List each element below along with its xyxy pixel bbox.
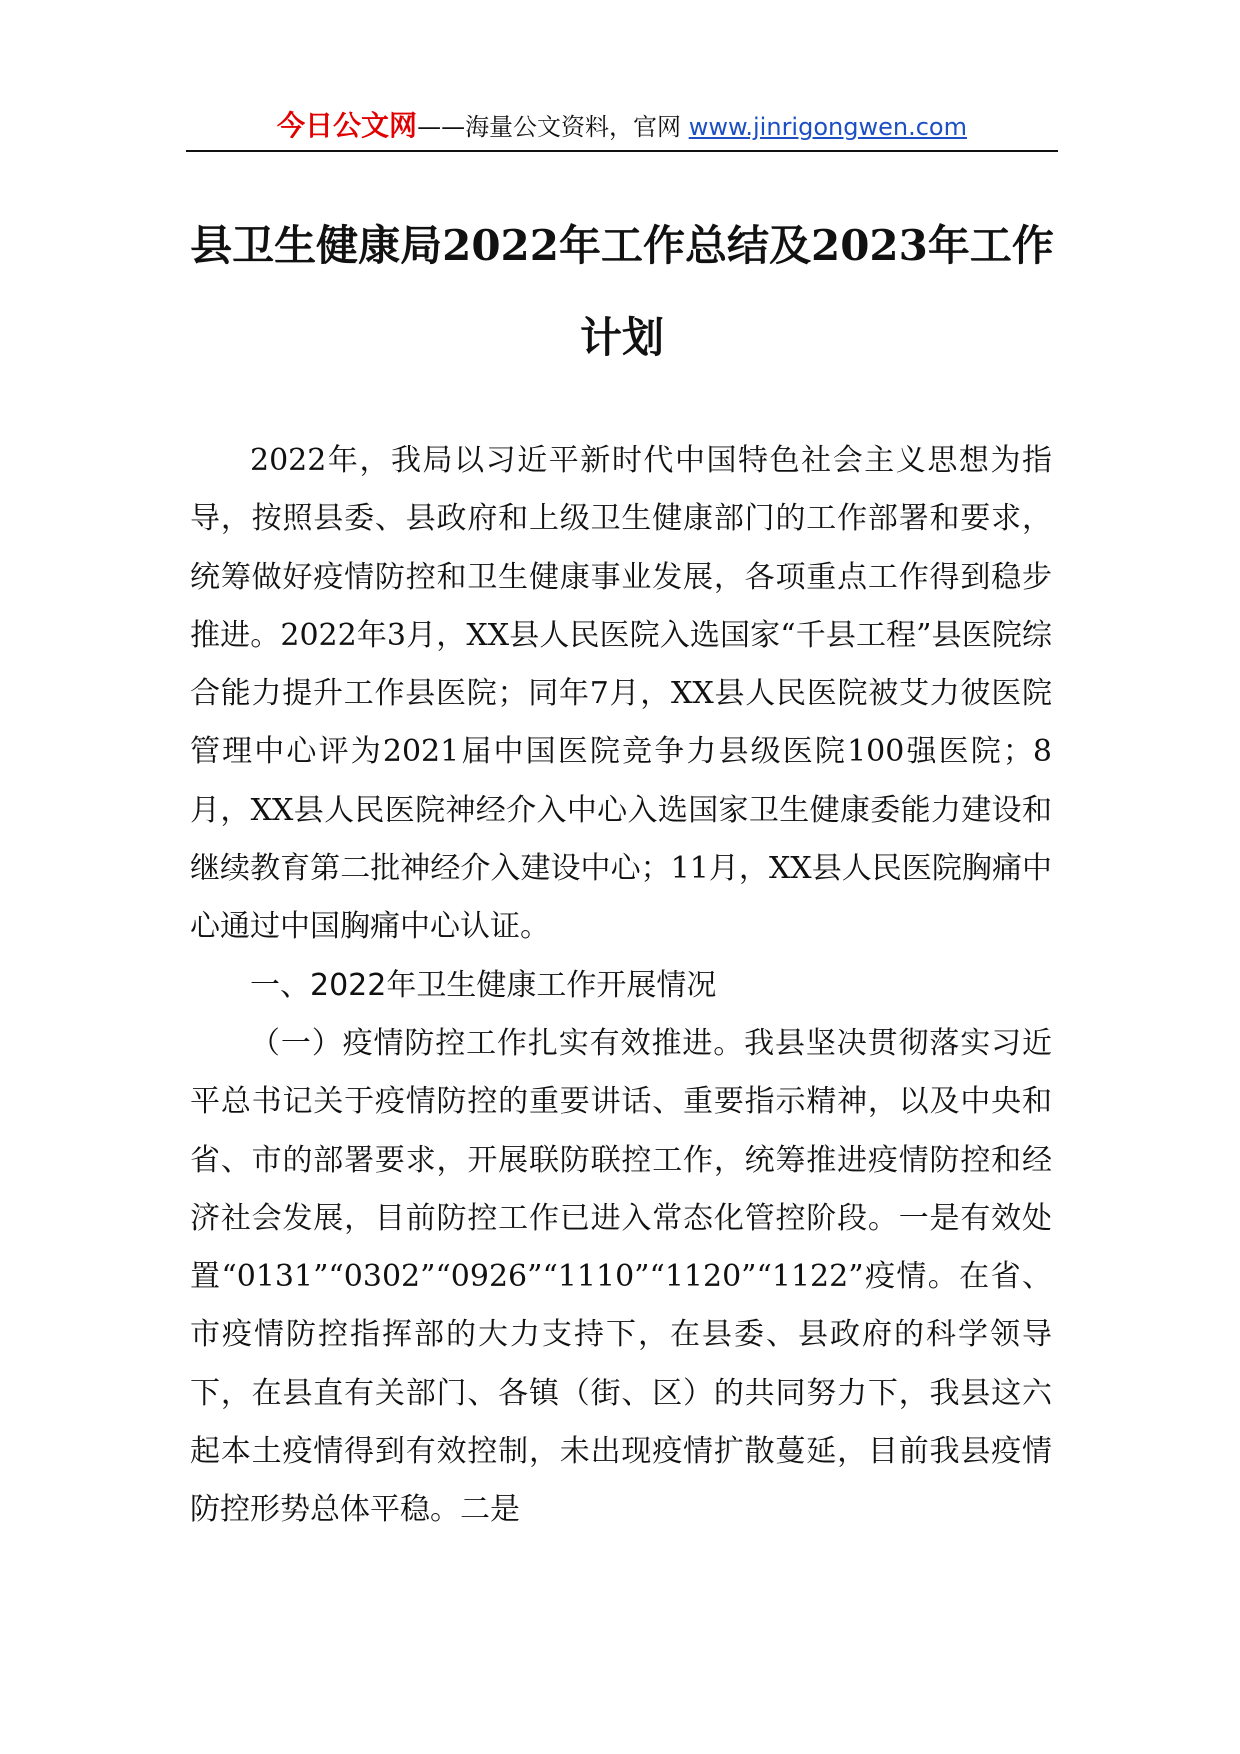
intro-paragraph: 2022年，我局以习近平新时代中国特色社会主义思想为指导，按照县委、县政府和上级卫生健康部门的工作部署和要求，统筹做好疫情防控和卫生健康事业发展，各项重点工作得到稳步推进。2022年3月，XX县人民医院入选国家“千县工程”县医院综合能力提升工作县医院；同年7月，XX县人民医院被艾力彼医院管理中心评为2021届中国医院竞争力县级医院100强医院；8月，XX县人民医院神经介入中心入选国家卫生健康委能力建设和继续教育第二批神经介入建设中心；11月，XX县人民医院胸痛中心通过中国胸痛中心认证。 bbox=[190, 443, 1052, 945]
document-title: 县卫生健康局2022年工作总结及2023年工作计划 bbox=[190, 221, 1054, 362]
section-paragraph: （一）疫情防控工作扎实有效推进。我县坚决贯彻落实习近平总书记关于疫情防控的重要讲话、重要指示精神，以及中央和省、市的部署要求，开展联防联控工作，统筹推进疫情防控和经济社会发展，目前防控工作已进入常态化管控阶段。一是有效处置“0131”“0302”“0926”“1110”“1120”“1122”疫情。在省、市疫情防控指挥部的大力支持下，在县委、县政府的科学领导下，在县直有关部门、各镇（街、区）的共同努力下，我县这六起本土疫情得到有效控制，未出现疫情扩散蔓延，目前我县疫情防控形势总体平稳。二是 bbox=[190, 1025, 1052, 1528]
section-heading: 一、2022年卫生健康工作开展情况 bbox=[250, 967, 717, 1003]
header-divider bbox=[186, 150, 1058, 152]
site-header bbox=[186, 104, 1058, 148]
site-url-link[interactable]: www.jinrigongwen.com bbox=[688, 113, 967, 141]
document-body bbox=[190, 432, 1052, 1540]
site-brand: 今日公文网 bbox=[277, 109, 418, 142]
site-tagline: ——海量公文资料，官网 bbox=[417, 113, 689, 141]
